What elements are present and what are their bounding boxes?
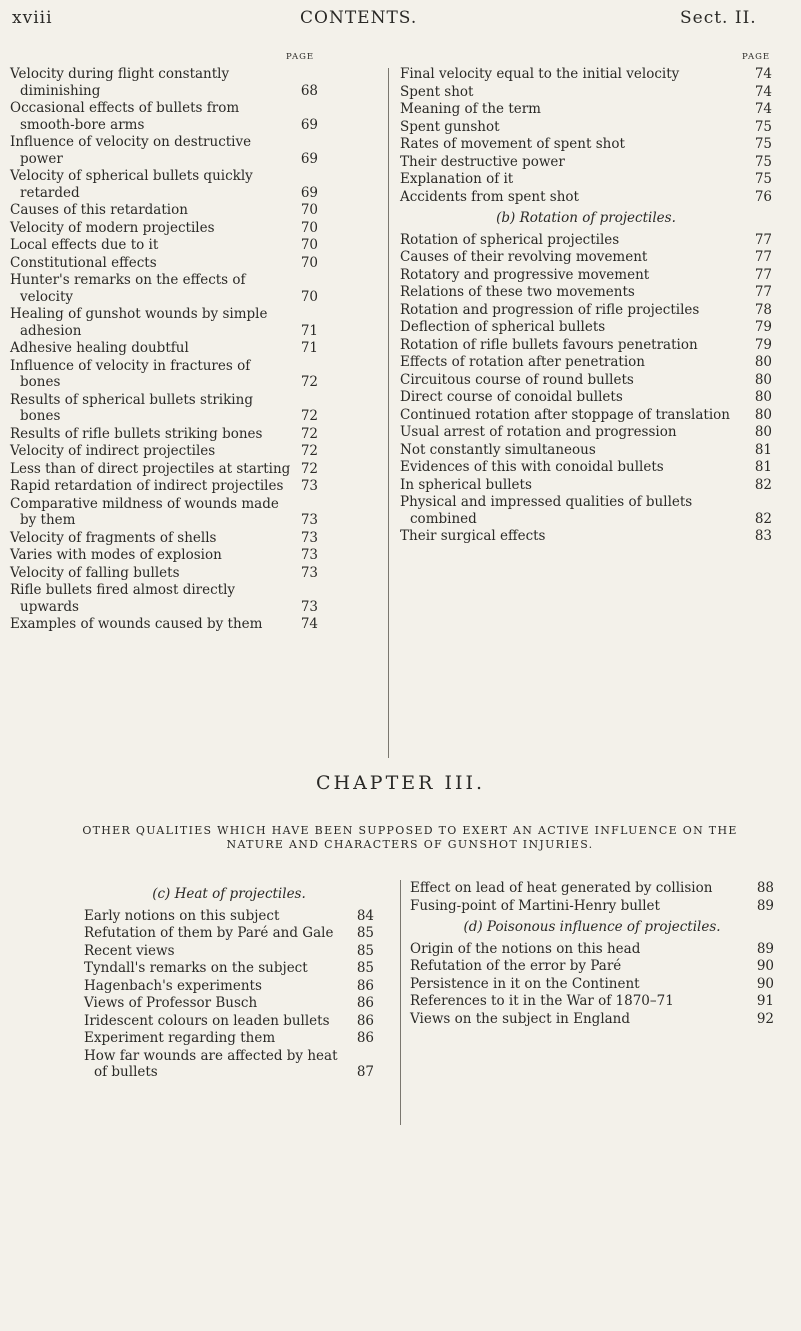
toc-entry-title: Circuitous course of round bullets: [400, 371, 634, 388]
toc-entry: [84, 978, 374, 995]
toc-entry: [400, 372, 772, 389]
toc-page-number: 80: [754, 389, 772, 405]
toc-page-number: 86: [356, 977, 374, 994]
toc-page-number: 71: [300, 340, 318, 356]
toc-entry-title: Direct course of conoidal bullets: [400, 389, 623, 405]
toc-entry: [84, 943, 374, 960]
toc-entry: [10, 134, 318, 167]
toc-entry: [400, 267, 772, 284]
toc-entry-title: Comparative mildness of wounds made by them: [10, 495, 279, 528]
toc-page-number: 73: [300, 512, 318, 528]
toc-page-number: 80: [754, 354, 772, 370]
toc-entry-title: Effect on lead of heat generated by collision: [410, 880, 713, 896]
toc-entry-title: Causes of this retardation: [10, 202, 188, 218]
toc-entry-title: Meaning of the term: [400, 101, 541, 117]
toc-entry-title: Varies with modes of explosion: [10, 547, 222, 563]
toc-page-number: 75: [754, 118, 772, 135]
toc-page-number: 69: [300, 150, 318, 167]
toc-entry-title: Their destructive power: [400, 153, 565, 170]
toc-entry: [10, 478, 318, 495]
toc-entry: [10, 392, 318, 425]
toc-page-number: 72: [300, 408, 318, 424]
toc-page-number: 74: [754, 66, 772, 82]
toc-page-number: 75: [754, 153, 772, 170]
toc-entry: [400, 477, 772, 494]
toc-entry-title: Fusing-point of Martini-Henry bullet: [410, 897, 660, 914]
toc-entry: [10, 547, 318, 564]
section-label: Sect. II.: [680, 8, 757, 28]
toc-entry: [84, 960, 374, 977]
toc-entry: [10, 443, 318, 460]
toc-entry: [84, 995, 374, 1012]
toc-entry: [400, 354, 772, 371]
toc-entry-title: Healing of gunshot wounds by simple adhesion: [10, 306, 268, 339]
toc-entry-title: Adhesive healing doubtful: [10, 340, 189, 356]
toc-entry-title: Hunter's remarks on the effects of velocity: [10, 272, 246, 305]
toc-entry-title: Recent views: [84, 942, 175, 959]
toc-entry-title: Velocity during flight constantly diminishing: [10, 66, 230, 99]
toc-entry: [10, 168, 318, 201]
toc-page-number: 72: [300, 425, 318, 442]
toc-page-number: 77: [754, 284, 772, 300]
toc-entry-title: Views of Professor Busch: [84, 995, 258, 1011]
toc-page-number: 72: [300, 460, 318, 477]
toc-entry-title: Examples of wounds caused by them: [10, 616, 263, 632]
toc-page-number: 73: [300, 564, 318, 581]
toc-entry-title: Less than of direct projectiles at starting: [10, 460, 291, 477]
toc-entry-title: Influence of velocity on destructive power: [10, 134, 252, 167]
toc-column-bottom-right: [410, 880, 774, 1028]
toc-entry-title: Their surgical effects: [400, 528, 546, 544]
toc-entry-title: Velocity of falling bullets: [10, 564, 180, 581]
toc-entry-title: Results of rifle bullets striking bones: [10, 425, 263, 442]
toc-entry-title: Tyndall's remarks on the subject: [84, 960, 308, 976]
toc-subsection-heading: [400, 206, 772, 231]
toc-entry-title: Rapid retardation of indirect projectiles: [10, 478, 284, 494]
toc-page-number: 78: [754, 301, 772, 318]
toc-entry: [84, 925, 374, 942]
toc-entry-title: Final velocity equal to the initial velocity: [400, 66, 680, 82]
toc-entry: [410, 898, 774, 915]
toc-entry: [10, 202, 318, 219]
toc-page-number: 70: [300, 202, 318, 218]
toc-entry: [400, 389, 772, 406]
toc-entry-title: Views on the subject in England: [410, 1010, 631, 1027]
toc-entry-title: Accidents from spent shot: [400, 188, 579, 205]
toc-page-number: 79: [754, 336, 772, 353]
toc-entry: [400, 232, 772, 249]
toc-entry: [10, 530, 318, 547]
toc-page-number: 80: [754, 424, 772, 440]
toc-page-number: 70: [300, 288, 318, 305]
toc-page-number: 72: [300, 374, 318, 390]
toc-entry: [400, 189, 772, 206]
toc-entry: [410, 958, 774, 975]
toc-entry-title: Constitutional effects: [10, 254, 157, 271]
toc-page-number: 75: [754, 171, 772, 187]
toc-page-number: 85: [356, 960, 374, 976]
toc-entry-title: Rifle bullets fired almost directly upwards: [10, 582, 236, 615]
toc-page-number: 91: [756, 993, 774, 1009]
toc-entry-title: Experiment regarding them: [84, 1030, 276, 1046]
toc-entry: [400, 136, 772, 153]
toc-page-number: 82: [754, 476, 772, 493]
toc-page-number: 81: [754, 441, 772, 458]
toc-entry-title: Velocity of indirect projectiles: [10, 443, 216, 459]
toc-entry: [84, 1013, 374, 1030]
toc-entry-title: Rotatory and progressive movement: [400, 266, 650, 283]
toc-subsection-title: (b) Rotation of projectiles.: [496, 210, 676, 226]
toc-page-number: 68: [300, 82, 318, 99]
toc-entry: [10, 66, 318, 99]
toc-entry-title: Effects of rotation after penetration: [400, 354, 645, 370]
toc-entry-title: Spent shot: [400, 83, 474, 100]
toc-entry: [400, 319, 772, 336]
toc-column-top-right: [400, 66, 772, 546]
toc-page-number: 87: [356, 1064, 374, 1080]
toc-page-number: 73: [300, 547, 318, 563]
toc-subsection-heading: [410, 915, 774, 940]
toc-entry: [400, 154, 772, 171]
toc-page-number: 73: [300, 598, 318, 615]
toc-entry: [400, 528, 772, 545]
toc-entry-title: Velocity of spherical bullets quickly retarded: [10, 168, 253, 201]
toc-entry: [400, 459, 772, 476]
toc-entry: [400, 424, 772, 441]
toc-entry: [410, 941, 774, 958]
toc-entry: [10, 255, 318, 272]
toc-entry-title: Deflection of spherical bullets: [400, 319, 606, 335]
toc-entry: [400, 284, 772, 301]
toc-entry: [410, 993, 774, 1010]
toc-entry-title: Causes of their revolving movement: [400, 249, 648, 265]
toc-entry-title: Origin of the notions on this head: [410, 940, 641, 957]
page-column-label-left: PAGE: [286, 52, 315, 62]
running-title: CONTENTS.: [300, 8, 418, 28]
toc-entry: [10, 100, 318, 133]
toc-entry: [400, 119, 772, 136]
toc-entry: [400, 66, 772, 83]
toc-page-number: 74: [754, 101, 772, 117]
toc-subsection-title: (c) Heat of projectiles.: [152, 886, 306, 902]
toc-entry-title: Rotation and progression of rifle projectiles: [400, 301, 700, 318]
toc-page-number: 85: [356, 925, 374, 941]
toc-page-number: 84: [356, 907, 374, 924]
toc-page-number: 89: [756, 897, 774, 914]
page-column-label-right: PAGE: [742, 52, 771, 62]
toc-entry-title: Iridescent colours on leaden bullets: [84, 1012, 330, 1029]
toc-entry-title: Occasional effects of bullets from smooth-bore arms: [10, 100, 240, 133]
toc-entry: [10, 616, 318, 633]
toc-entry: [10, 582, 318, 615]
toc-entry: [10, 237, 318, 254]
toc-entry-title: Local effects due to it: [10, 237, 159, 253]
toc-page-number: 69: [300, 116, 318, 133]
toc-page-number: 70: [300, 254, 318, 271]
toc-entry-title: Evidences of this with conoidal bullets: [400, 459, 664, 475]
toc-page-number: 77: [754, 231, 772, 248]
toc-page-number: 70: [300, 237, 318, 253]
toc-page-number: 89: [756, 940, 774, 957]
toc-entry: [10, 272, 318, 305]
toc-page-number: 69: [300, 184, 318, 201]
toc-entry: [400, 302, 772, 319]
toc-entry-title: Usual arrest of rotation and progression: [400, 424, 677, 440]
toc-page-number: 77: [754, 266, 772, 283]
toc-entry: [10, 220, 318, 237]
toc-entry: [10, 461, 318, 478]
toc-entry: [410, 1011, 774, 1028]
toc-entry: [10, 340, 318, 357]
toc-page-number: 73: [300, 529, 318, 546]
toc-entry: [10, 496, 318, 529]
toc-entry: [10, 426, 318, 443]
toc-entry: [410, 880, 774, 897]
toc-entry-title: Explanation of it: [400, 171, 514, 187]
column-divider-top: [388, 68, 389, 758]
toc-page-number: 86: [356, 1012, 374, 1029]
toc-page-number: 81: [754, 459, 772, 475]
toc-entry: [84, 1030, 374, 1047]
toc-entry-title: Velocity of fragments of shells: [10, 529, 217, 546]
toc-subsection-heading: [84, 882, 374, 907]
toc-entry-title: References to it in the War of 1870–71: [410, 993, 674, 1009]
toc-page-number: 86: [356, 995, 374, 1011]
toc-page-number: 70: [300, 219, 318, 236]
toc-page-number: 82: [754, 510, 772, 527]
toc-entry-title: Hagenbach's experiments: [84, 977, 262, 994]
column-divider-bottom: [400, 880, 401, 1125]
toc-entry: [10, 565, 318, 582]
toc-entry: [10, 306, 318, 339]
toc-entry: [400, 249, 772, 266]
toc-page-number: 72: [300, 443, 318, 459]
toc-entry: [400, 442, 772, 459]
chapter-title: CHAPTER III.: [315, 772, 486, 794]
toc-page-number: 85: [356, 942, 374, 959]
toc-entry: [400, 84, 772, 101]
toc-column-bottom-left: [84, 882, 374, 1082]
toc-entry-title: Persistence in it on the Continent: [410, 975, 640, 992]
toc-page-number: 76: [754, 188, 772, 205]
toc-page-number: 80: [754, 371, 772, 388]
toc-entry: [400, 101, 772, 118]
toc-page-number: 79: [754, 319, 772, 335]
toc-entry: [400, 337, 772, 354]
toc-entry: [84, 1048, 374, 1081]
toc-entry-title: Velocity of modern projectiles: [10, 219, 215, 236]
toc-entry: [400, 171, 772, 188]
toc-entry-title: Spent gunshot: [400, 118, 500, 135]
toc-page-number: 83: [754, 528, 772, 544]
toc-page-number: 88: [756, 880, 774, 896]
toc-page-number: 74: [300, 616, 318, 632]
toc-entry-title: In spherical bullets: [400, 476, 532, 493]
toc-page-number: 73: [300, 478, 318, 494]
toc-subsection-title: (d) Poisonous influence of projectiles.: [463, 919, 721, 935]
toc-column-top-left: [10, 66, 318, 634]
toc-page-number: 90: [756, 975, 774, 992]
toc-entry: [10, 358, 318, 391]
toc-entry-title: Refutation of them by Paré and Gale: [84, 925, 334, 941]
toc-page-number: 77: [754, 249, 772, 265]
toc-page-number: 74: [754, 83, 772, 100]
toc-entry-title: Relations of these two movements: [400, 284, 635, 300]
toc-entry-title: Early notions on this subject: [84, 907, 280, 924]
toc-entry: [410, 976, 774, 993]
toc-entry-title: Rotation of rifle bullets favours penetration: [400, 336, 698, 353]
toc-page-number: 80: [754, 406, 772, 423]
toc-entry: [84, 908, 374, 925]
toc-entry-title: Rotation of spherical projectiles: [400, 231, 620, 248]
toc-entry-title: Influence of velocity in fractures of bones: [10, 357, 251, 390]
toc-page-number: 75: [754, 136, 772, 152]
toc-page-number: 90: [756, 958, 774, 974]
toc-entry-title: Refutation of the error by Paré: [410, 958, 622, 974]
page-number: xviii: [12, 8, 53, 28]
toc-entry-title: Rates of movement of spent shot: [400, 136, 625, 152]
toc-entry: [400, 494, 772, 527]
chapter-description: OTHER QUALITIES WHICH HAVE BEEN SUPPOSED TO EXERT AN ACTIVE INFLUENCE ON THE NATURE AND CHARACTERS OF GUNSHOT INJURIES.: [82, 824, 738, 851]
toc-page-number: 92: [756, 1010, 774, 1027]
toc-entry-title: Results of spherical bullets striking bones: [10, 391, 253, 424]
toc-entry-title: Physical and impressed qualities of bullets combined: [400, 494, 693, 527]
toc-entry-title: How far wounds are affected by heat of bullets: [84, 1047, 338, 1080]
toc-page-number: 71: [300, 322, 318, 339]
toc-entry: [400, 407, 772, 424]
toc-page-number: 86: [356, 1030, 374, 1046]
toc-entry-title: Not constantly simultaneous: [400, 441, 596, 458]
toc-entry-title: Continued rotation after stoppage of translation: [400, 406, 730, 423]
